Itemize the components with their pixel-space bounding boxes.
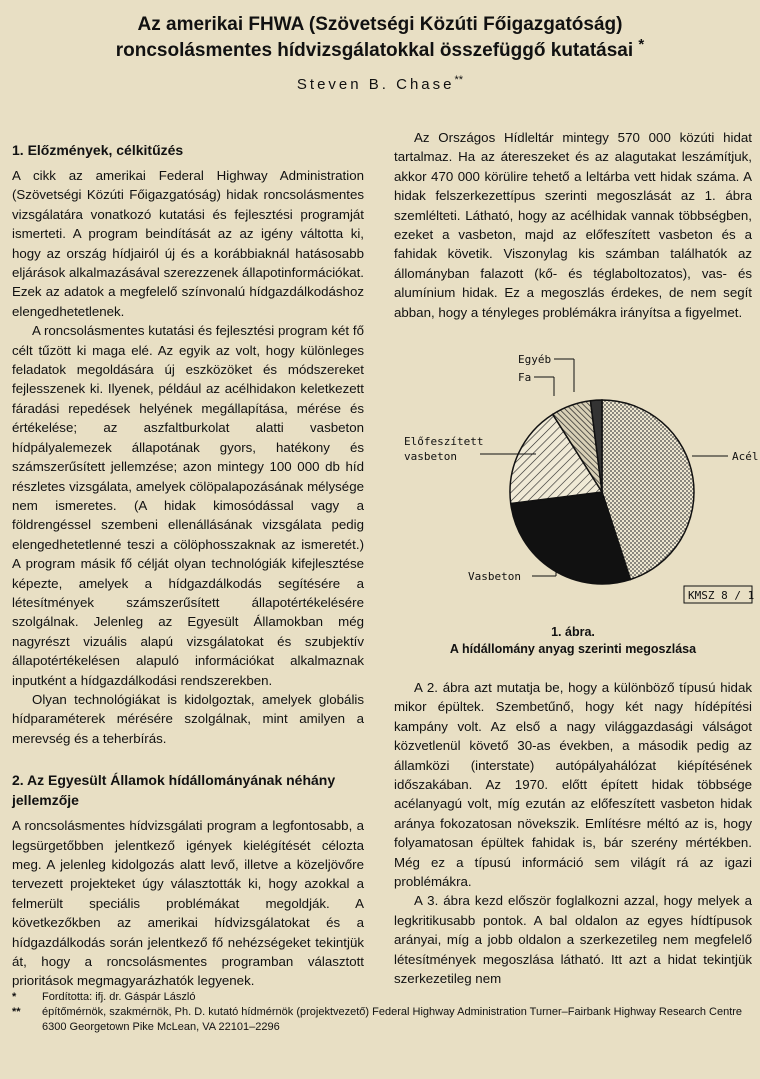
section1-paragraph: Olyan technológiákat is kidolgoztak, amelyek globális hídparaméterek mérésére szolgálnak, mint amilyen a merevség és a teherbírás. <box>12 691 364 746</box>
right-paragraph: Az Országos Hídleltár mintegy 570 000 közúti hidat tartalmaz. Ha az átereszeket és az alagutakat leszámítjuk, akkor 470 000 körülire tehető a leltárba vett hidak száma. A hidak felszerkezettípus szerinti megoszlását az 1. ábra szemlélteti. Látható, hogy az acélhidak vannak többségben, ezeket a vasbeton, majd az előfeszített vasbeton és a fahidak követik. Viszonylag kis számban találhatók az állományban falazott (kő- és téglaboltozatos), vas- és alumínium hidak. Ez a megoszlás érdekes, de nem segít abban, hogy a tényleges problémákra irányítsa a figyelmet. <box>394 130 752 320</box>
author: Steven B. Chase** <box>296 74 464 93</box>
label-acel: Acél <box>732 450 759 463</box>
author-footnote-mark: ** <box>454 74 464 86</box>
footnote <box>12 990 752 1005</box>
left-column <box>12 140 364 991</box>
label-elofeszitett-2: vasbeton <box>404 450 457 463</box>
label-vasbeton: Vasbeton <box>468 570 521 583</box>
section1-paragraph: A roncsolásmentes kutatási és fejlesztési program két fő célt tűzött ki maga elé. Az egyik az volt, hogy különleges feladatok megoldására új eszközöket és módszereket fejlesszenek ki. Ilyenek, például az acélhidakon keletkezett fáradási repedések helyének megállapítása, mérése és értékelése; az aszfaltburkolat alatti vasbeton hídpályalemezek állapotának gyors, hatékony és számszerűsített jellemzése; azon mintegy 100 000 db híd részletes vizsgálata, amelyek cölöpalapozásának mélysége nem ismeretes. (A hidak kimosódással vagy a földrengéssel szembeni ellenállásának vizsgálata pedig elengedhetetlenné teszi a cölöphosszaknak az ismeretét.) A program másik fő célját olyan technológiák kifejlesztése képezte, amelyek a hídgazdálkodás segítésére a létesítmények számszerűsített állapotértékelésére szolgálnak. Jelenleg az Egyesült Államokban még nagyrészt vizuális alapú vizsgálatokat és szubjektív állapotértékelésen alapuló információkat alkalmaznak inputként a hídgazdálkodási rendszerekben. <box>12 323 364 688</box>
section1-heading: 1. Előzmények, célkitűzés <box>12 142 184 158</box>
figure-caption-number: 1. ábra. <box>551 625 595 639</box>
footnote-text: építőmérnök, szakmérnök, Ph. D. kutató hídmérnök (projektvezető) Federal Highway Administration Turner–Fairbank Highway Research Centre 6300 Georgetown Pike McLean, VA 22101–2296 <box>42 1006 743 1033</box>
title-footnote-mark: * <box>638 36 645 53</box>
footnote-mark: * <box>12 991 17 1003</box>
section1-paragraph: A cikk az amerikai Federal Highway Administration (Szövetségi Közúti Főigazgatóság) hidak roncsolásmentes vizsgálatára vonatkozó kutatási és fejlesztési programját ismerteti. A program beindítását az az igény váltotta ki, hogy az ország hídjairól új és a korábbiaknál hatásosabb eljárások alkalmazásával szerezzenek állapotinformációkat. Ezek az adatok a megfelelő színvonalú hídgazdálkodáshoz elengedhetetlenek. <box>12 168 364 319</box>
footnote-mark: ** <box>12 1006 21 1018</box>
footnotes <box>12 990 752 1035</box>
article-title-line2: roncsolásmentes hídvizsgálatokkal összefüggő kutatásai * <box>115 36 645 61</box>
footnote <box>12 1005 752 1035</box>
figure-caption-text: A hídállomány anyag szerinti megoszlása <box>449 642 697 656</box>
figure-caption <box>394 624 752 658</box>
figure-code: KMSZ 8 / 1 <box>688 589 755 602</box>
right-column-bottom <box>394 678 752 989</box>
section2-paragraph: A roncsolásmentes hídvizsgálati program a legfontosabb, a legsürgetőbben jelentkező igények kielégítését célozta meg. A jelenleg kidolgozás alatt levő, illetve a közeljövőre tervezett projekteket úgy választották ki, hogy azokkal a felmerült speciális problémákat megoldják. A következőkben az amerikai hídvizsgálatokat és a hídgazdálkodás során jelentkező fő nehézségeket tekintjük át, hogy a roncsolásmentes programban választott prioritások megmagyarázhatók legyenek. <box>12 818 364 989</box>
label-elofeszitett-1: Előfeszített <box>404 435 484 448</box>
article-title-line1: Az amerikai FHWA (Szövetségi Közúti Főigazgatóság) <box>137 14 623 35</box>
right-column-top <box>394 128 752 322</box>
section2-heading: 2. Az Egyesült Államok hídállományának néhány jellemzője <box>12 772 336 809</box>
label-egyeb: Egyéb <box>518 353 552 366</box>
pie-chart <box>394 346 760 610</box>
right-paragraph: A 2. ábra azt mutatja be, hogy a különböző típusú hidak mikor épültek. Szembetűnő, hogy két nagy hídépítési kampány volt. Az első a nagy világgazdasági válságot közvetlenül követő 30-as években, a második pedig az államközi (interstate) autópályahálózat kiépítésének időszakában. Az 1970. előtt épített hidak többsége acélanyagú volt, míg ezután az előfeszített vasbeton hidak aránya fokozatosan növekszik. Említésre méltó az is, hogy folyamatosan épültek fahidak is, bár szerény mértékben. Még ez a típusú információ sem világít rá az igazi problémákra. <box>394 680 752 890</box>
label-fa: Fa <box>518 371 532 384</box>
footnote-text: Fordította: ifj. dr. Gáspár László <box>42 991 196 1003</box>
right-paragraph: A 3. ábra kezd először foglalkozni azzal, hogy melyek a legkritikusabb pontok. A bal oldalon az egyes hídtípusok arányai, míg a jobb oldalon a szerkezetileg nem megfelelő létesítmények megoszlása látható. Itt azt a hidat tekintjük szerkezetileg nem <box>394 893 752 987</box>
